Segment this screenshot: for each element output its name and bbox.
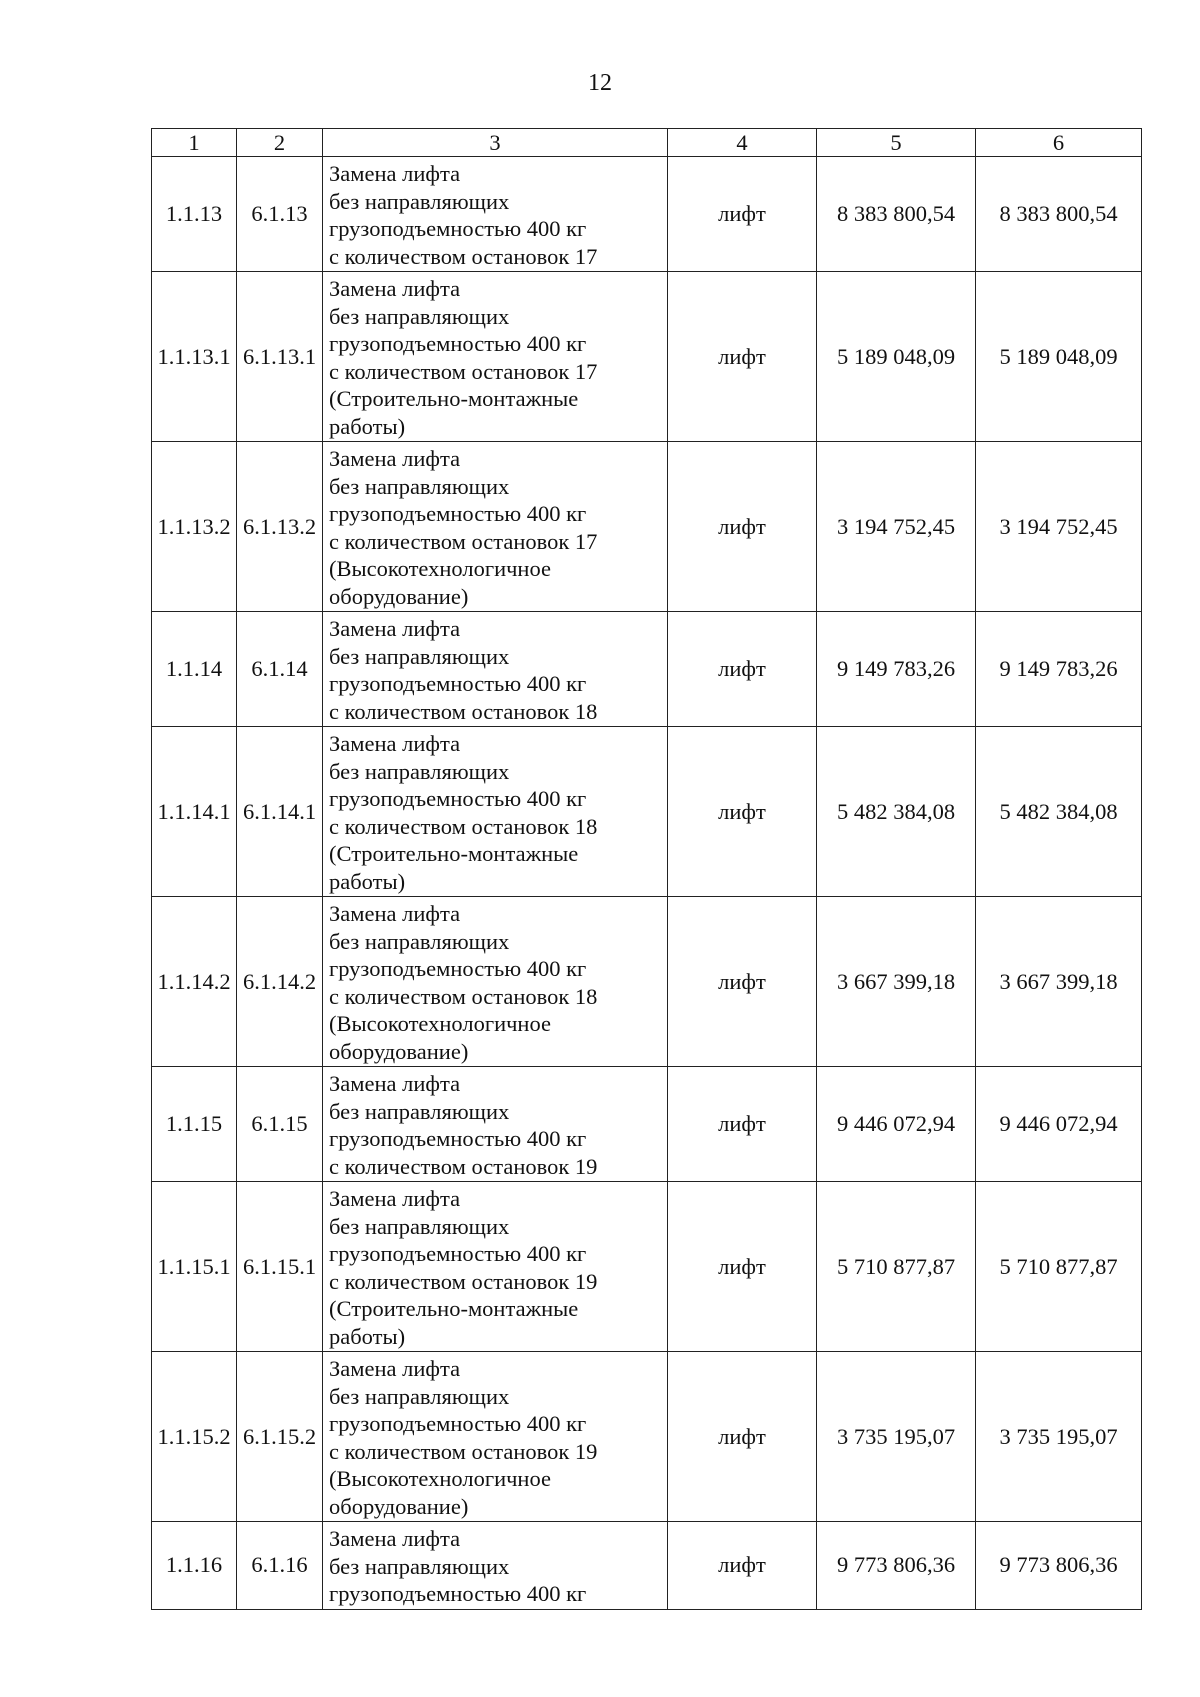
description-line: работы) <box>329 868 406 894</box>
table-row <box>152 1352 1142 1522</box>
description-line: Замена лифта <box>329 1526 461 1551</box>
description-line: грузоподъемностью 400 кг <box>329 671 587 696</box>
description-line: грузоподъемностью 400 кг <box>329 331 587 356</box>
unit-cell: лифт <box>668 1352 817 1522</box>
item-code-cell: 1.1.14 <box>152 612 237 727</box>
description-line: работы) <box>329 413 406 439</box>
unit-cell: лифт <box>668 442 817 612</box>
unit-cell: лифт <box>668 612 817 727</box>
ref-code-cell: 6.1.15.2 <box>237 1352 323 1522</box>
description-line: без направляющих <box>329 1383 510 1409</box>
description-line: Замена лифта <box>329 276 461 301</box>
cost-cell: 9 773 806,36 <box>817 1522 976 1610</box>
total-cost-cell: 3 194 752,45 <box>976 442 1142 612</box>
ref-code-cell: 6.1.14.1 <box>237 727 323 897</box>
description-line: с количеством остановок 18 <box>329 698 598 724</box>
cost-cell: 3 667 399,18 <box>817 897 976 1067</box>
cost-cell: 5 482 384,08 <box>817 727 976 897</box>
item-code-cell: 1.1.15 <box>152 1067 237 1182</box>
ref-code-cell: 6.1.13.2 <box>237 442 323 612</box>
column-header: 6 <box>976 129 1142 157</box>
work-description-cell <box>323 1352 668 1522</box>
description-line: (Высокотехнологичное <box>329 1466 551 1491</box>
total-cost-cell: 9 773 806,36 <box>976 1522 1142 1610</box>
description-line: Замена лифта <box>329 731 461 756</box>
description-line: с количеством остановок 19 <box>329 1438 598 1464</box>
description-line: Замена лифта <box>329 161 461 186</box>
column-header: 1 <box>152 129 237 157</box>
work-description-cell <box>323 727 668 897</box>
description-line: грузоподъемностью 400 кг <box>329 1411 587 1436</box>
description-line: с количеством остановок 17 <box>329 528 598 554</box>
ref-code-cell: 6.1.14 <box>237 612 323 727</box>
unit-cell: лифт <box>668 1067 817 1182</box>
work-description-cell <box>323 612 668 727</box>
description-line: с количеством остановок 19 <box>329 1153 598 1179</box>
cost-cell: 3 735 195,07 <box>817 1352 976 1522</box>
item-code-cell: 1.1.14.2 <box>152 897 237 1067</box>
description-line: без направляющих <box>329 1213 510 1239</box>
description-line: грузоподъемностью 400 кг <box>329 501 587 526</box>
item-code-cell: 1.1.13.1 <box>152 272 237 442</box>
column-header: 5 <box>817 129 976 157</box>
ref-code-cell: 6.1.16 <box>237 1522 323 1610</box>
description-line: без направляющих <box>329 928 510 954</box>
cost-cell: 3 194 752,45 <box>817 442 976 612</box>
total-cost-cell: 5 710 877,87 <box>976 1182 1142 1352</box>
item-code-cell: 1.1.14.1 <box>152 727 237 897</box>
description-line: Замена лифта <box>329 901 461 926</box>
description-line: работы) <box>329 1323 406 1349</box>
unit-cell: лифт <box>668 272 817 442</box>
unit-cell: лифт <box>668 897 817 1067</box>
item-code-cell: 1.1.13.2 <box>152 442 237 612</box>
item-code-cell: 1.1.16 <box>152 1522 237 1610</box>
table-row <box>152 727 1142 897</box>
description-line: без направляющих <box>329 1098 510 1124</box>
description-line: Замена лифта <box>329 446 461 471</box>
description-line: без направляющих <box>329 1553 510 1579</box>
work-description-cell <box>323 272 668 442</box>
total-cost-cell: 9 149 783,26 <box>976 612 1142 727</box>
column-header: 3 <box>323 129 668 157</box>
cost-cell: 9 149 783,26 <box>817 612 976 727</box>
description-line: Замена лифта <box>329 1186 461 1211</box>
table-header-row <box>152 129 1142 157</box>
work-description-cell <box>323 1522 668 1610</box>
item-code-cell: 1.1.15.1 <box>152 1182 237 1352</box>
table-row <box>152 272 1142 442</box>
description-line: (Строительно-монтажные <box>329 841 579 866</box>
description-line: с количеством остановок 17 <box>329 358 598 384</box>
ref-code-cell: 6.1.13 <box>237 157 323 272</box>
description-line: (Высокотехнологичное <box>329 1011 551 1036</box>
description-line: оборудование) <box>329 583 469 609</box>
description-line: (Высокотехнологичное <box>329 556 551 581</box>
description-line: без направляющих <box>329 473 510 499</box>
description-line: без направляющих <box>329 188 510 214</box>
total-cost-cell: 5 189 048,09 <box>976 272 1142 442</box>
description-line: Замена лифта <box>329 1071 461 1096</box>
work-description-cell <box>323 1067 668 1182</box>
description-line: оборудование) <box>329 1038 469 1064</box>
description-line: Замена лифта <box>329 1356 461 1381</box>
column-header: 2 <box>237 129 323 157</box>
description-line: без направляющих <box>329 643 510 669</box>
ref-code-cell: 6.1.13.1 <box>237 272 323 442</box>
page-number: 12 <box>588 70 612 96</box>
table-row <box>152 1522 1142 1610</box>
column-header: 4 <box>668 129 817 157</box>
work-description-cell <box>323 897 668 1067</box>
description-line: без направляющих <box>329 303 510 329</box>
description-line: без направляющих <box>329 758 510 784</box>
total-cost-cell: 3 735 195,07 <box>976 1352 1142 1522</box>
cost-cell: 8 383 800,54 <box>817 157 976 272</box>
unit-cell: лифт <box>668 1182 817 1352</box>
table-row <box>152 897 1142 1067</box>
description-line: (Строительно-монтажные <box>329 1296 579 1321</box>
table-row <box>152 612 1142 727</box>
description-line: грузоподъемностью 400 кг <box>329 1241 587 1266</box>
description-line: грузоподъемностью 400 кг <box>329 786 587 811</box>
cost-cell: 5 189 048,09 <box>817 272 976 442</box>
total-cost-cell: 8 383 800,54 <box>976 157 1142 272</box>
total-cost-cell: 9 446 072,94 <box>976 1067 1142 1182</box>
cost-cell: 5 710 877,87 <box>817 1182 976 1352</box>
description-line: грузоподъемностью 400 кг <box>329 956 587 981</box>
total-cost-cell: 5 482 384,08 <box>976 727 1142 897</box>
unit-cell: лифт <box>668 157 817 272</box>
description-line: с количеством остановок 19 <box>329 1268 598 1294</box>
work-description-cell <box>323 157 668 272</box>
description-line: с количеством остановок 18 <box>329 813 598 839</box>
description-line: оборудование) <box>329 1493 469 1519</box>
cost-cell: 9 446 072,94 <box>817 1067 976 1182</box>
work-description-cell <box>323 442 668 612</box>
ref-code-cell: 6.1.15 <box>237 1067 323 1182</box>
description-line: грузоподъемностью 400 кг <box>329 216 587 241</box>
description-line: с количеством остановок 17 <box>329 243 598 269</box>
table-row <box>152 1182 1142 1352</box>
description-line: Замена лифта <box>329 616 461 641</box>
work-description-cell <box>323 1182 668 1352</box>
unit-cell: лифт <box>668 1522 817 1610</box>
description-line: грузоподъемностью 400 кг <box>329 1126 587 1151</box>
item-code-cell: 1.1.15.2 <box>152 1352 237 1522</box>
table-row <box>152 1067 1142 1182</box>
description-line: с количеством остановок 18 <box>329 983 598 1009</box>
table-row <box>152 157 1142 272</box>
total-cost-cell: 3 667 399,18 <box>976 897 1142 1067</box>
table-row <box>152 442 1142 612</box>
item-code-cell: 1.1.13 <box>152 157 237 272</box>
ref-code-cell: 6.1.15.1 <box>237 1182 323 1352</box>
cost-table <box>151 128 1142 1610</box>
unit-cell: лифт <box>668 727 817 897</box>
description-line: грузоподъемностью 400 кг <box>329 1581 587 1606</box>
ref-code-cell: 6.1.14.2 <box>237 897 323 1067</box>
description-line: (Строительно-монтажные <box>329 386 579 411</box>
